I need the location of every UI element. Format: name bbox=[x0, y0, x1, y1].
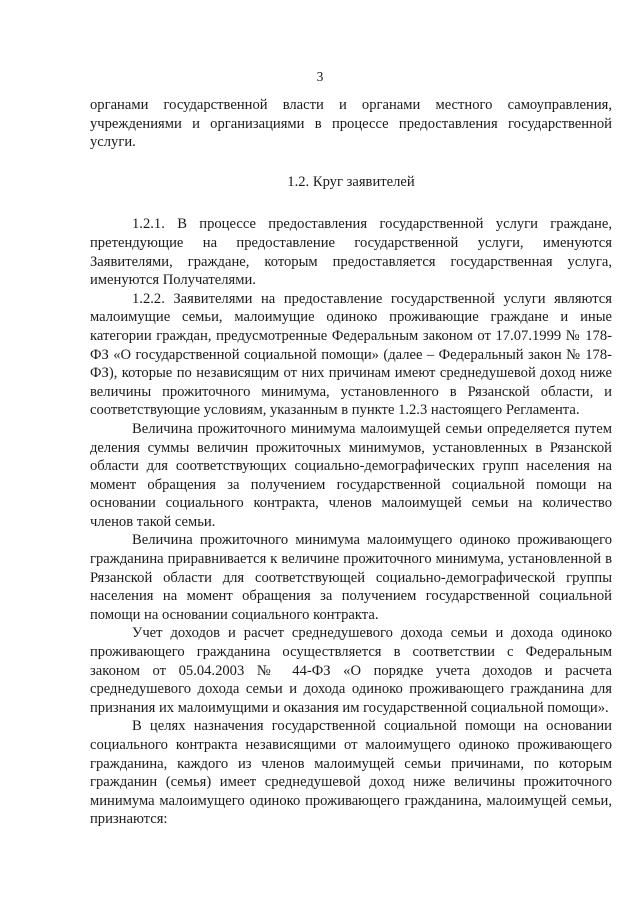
page-number: 3 bbox=[316, 69, 324, 84]
paragraph-1-2-2: 1.2.2. Заявителями на предоставление государственной услуги являются малоимущие семьи, малоимущие одиноко проживающие граждане и иные категории граждан, предусмотренные Федеральным законом от 17.07.1999 № 178-ФЗ «О государственной социальной помощи» (далее – Федеральный закон № 178-ФЗ), которые по независящим от них причинам имеют среднедушевой доход ниже величины прожиточного минимума, установленного в Рязанской области, и соответствующие условиям, указанным в пункте 1.2.3 настоящего Регламента. bbox=[90, 290, 612, 419]
paragraph-family-subsistence-minimum: Величина прожиточного минимума малоимущей семьи определяется путем деления суммы величин прожиточных минимумов, установленных в Рязанской области для соответствующих социально-демографических групп населения на момент обращения за получением государственной социальной помощи на основании социального контракта, членов малоимущей семьи на количество членов такой семьи. bbox=[90, 420, 612, 530]
continuation-paragraph: органами государственной власти и органами местного самоуправления, учреждениями и организациями в процессе предоставления государственной услуги. bbox=[90, 97, 612, 151]
document-body bbox=[90, 96, 612, 829]
paragraph-income-accounting: Учет доходов и расчет среднедушевого дохода семьи и дохода одиноко проживающего гражданина осуществляется в соответствии с Федеральным законом от 05.04.2003 № 44-ФЗ «О порядке учета доходов и расчета среднедушевого дохода семьи и дохода одиноко проживающего гражданина для признания их малоимущими и оказания им государственной социальной помощи». bbox=[90, 625, 612, 716]
section-heading: 1.2. Круг заявителей bbox=[287, 173, 415, 190]
paragraph-recognized-reasons: В целях назначения государственной социальной помощи на основании социального контракта независящими от малоимущего одиноко проживающего гражданина, каждого из членов малоимущей семьи причинами, по которым гражданин (семья) имеет среднедушевой доход ниже величины прожиточного минимума малоимущего одиноко проживающего гражданина, малоимущей семьи, признаются: bbox=[90, 718, 612, 828]
paragraph-single-citizen-subsistence-minimum: Величина прожиточного минимума малоимущего одиноко проживающего гражданина приравнивается к величине прожиточного минимума, установленной в Рязанской области для соответствующей социально-демографической группы населения на момент обращения за получением государственной социальной помощи на основании социального контракта. bbox=[90, 532, 612, 623]
paragraph-1-2-1: 1.2.1. В процессе предоставления государственной услуги граждане, претендующие на предоставление государственной услуги, именуются Заявителями, граждане, которым предоставляется государственная услуга, именуются Получателями. bbox=[90, 216, 612, 289]
